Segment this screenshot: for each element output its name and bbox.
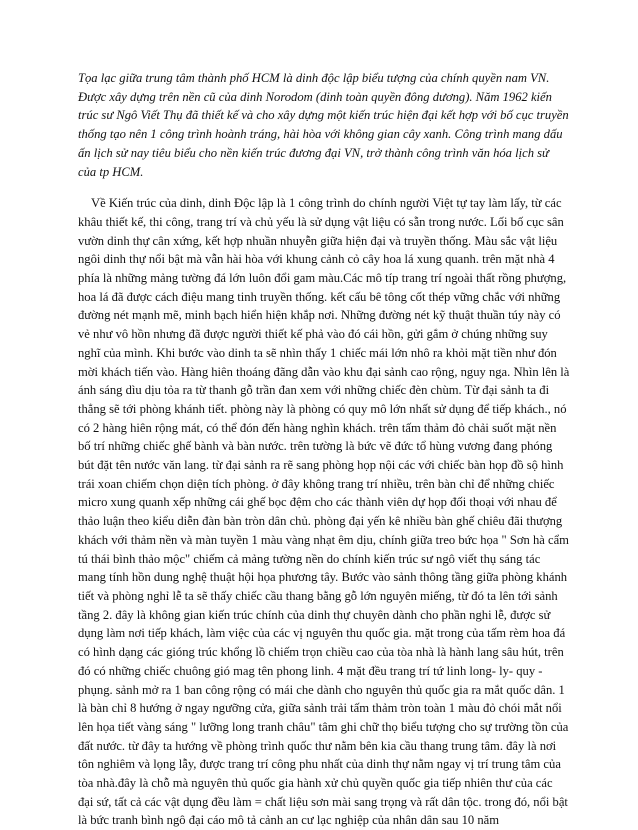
intro-paragraph: Tọa lạc giữa trung tâm thành phố HCM là dinh độc lập biểu tượng của chính quyền nam VN. Được xây dựng trên nền cũ của dinh Norodom (dinh toàn quyền đông dương). Năm 1962 kiến trúc sư Ngô Viết Thụ đã thiết kế và cho xây dựng một kiến trúc hiện đại kết hợp với bố cục truyền thống tạo nên 1 công trình hoành tráng, hài hòa với không gian cây xanh. Công trình mang dấu ấn lịch sử nay tiêu biểu cho nền kiến trúc đương đại VN, trở thành công trình văn hóa lịch sử của tp HCM. [78, 71, 569, 179]
body-paragraph: Về Kiến trúc của dinh, dinh Độc lập là 1 công trình do chính người Việt tự tay làm lấy, từ các khâu thiết kế, thi công, trang trí và chủ yếu là sử dụng vật liệu có sẵn trong nước. Lối bố cục sân vườn dinh thự cân xứng, kết hợp nhuần nhuyễn giữa hiện đại và truyền thống. Màu sắc vật liệu ngôi dinh thự nổi bật mà vẫn hài hòa với khung cảnh cỏ cây hoa lá xung quanh. trên mặt nhà 4 phía là những mảng tường đá lớn luôn đổi gam màu.Các mô típ trang trí ngoài thất rồng phượng, hoa lá đã được cách điệu mang tinh truyền thống. kết cấu bê tông cốt thép vững chắc với những đường nét mạnh mẽ, minh bạch hiển hiện khắp nơi. Những đường nét kỹ thuật thuần túy này có vẻ như vô hồn nhưng đã được người thiết kế phả vào đó cái hồn, gửi gắm ở chúng những suy nghĩ của mình. Khi bước vào dinh ta sẽ nhìn thấy 1 chiếc mái lớn nhô ra khỏi mặt tiền như đón mời khách tiến vào. Hàng hiên thoáng đãng dẫn vào khu đại sảnh cao rộng, nguy nga. Nhìn lên là ánh sáng dìu dịu tỏa ra từ thanh gỗ trần đan xem với những chiếc đèn chùm. Từ đại sảnh ta đi thẳng sẽ tới phòng khánh tiết. phòng này là phòng có quy mô lớn nhất sử dụng để tiếp khách., nó có 2 hàng hiên rộng mát, có thể đón đến hàng nghìn khách. trên tấm thảm đỏ chải suốt mặt nền bố trí những chiếc ghế bành và bàn nước. trên tường là bức vẽ đức tổ hùng vương đang phóng bút đặt tên nước văn lang. từ đại sảnh ra rẽ sang phòng họp nội các với chiếc bàn họp đồ sộ hình trái xoan chiếm chọn diện tích phòng. ở đây không trang trí nhiều, trên bàn chỉ để những chiếc micro xung quanh xếp những cái ghế bọc đệm cho các thành viên dự họp đối thoại với nhau để thảo luận theo kiểu diễn đàn bàn tròn dân chủ. phòng đại yến kê nhiều bàn ghế chiêu đãi thượng khách với thảm nền và màn tuyền 1 màu vàng nhạt êm dịu, chính giữa treo bức họa " Sơn hà cẩm tú thái bình thảo mộc" chiếm cả mảng tường nền do chính kiến trúc sư ngô viết thụ sáng tác mang tính hồn dung nghệ thuật hội họa phương tây. Bước vào sảnh thông tầng giữa phòng khánh tiết và phòng nghỉ lễ ta sẽ thấy chiếc cầu thang bằng gỗ lớn nguyên miếng, từ đó ta lên tới sảnh tầng 2. đây là không gian kiến trúc chính của dinh thự chuyên dành cho phần nghi lễ, được sử dụng làm nơi tiếp khách, làm việc của các vị nguyên thu quốc gia. mặt trong của tấm rèm hoa đá có hình dạng các gióng trúc khổng lồ chiếm trọn chiều cao của tòa nhà là hành lang sâu hút, trên đó có những chiếc chuông gió mag tên phong linh. 4 mặt đều trang trí tứ linh long- ly- quy - phụng. sảnh mở ra 1 ban công rộng có mái che dành cho nguyên thủ quốc gia ra mắt quốc dân. 1 là bàn chỉ 8 hướng ở ngay ngưỡng cửa, giữa sảnh trải tấm thảm tròn toàn 1 màu đỏ chói mắt nổi lên họa tiết vàng sáng " lưỡng long tranh châu" tâm ghi chữ thọ biểu tượng cho sự trường tồn của đất nước. từ đây ta hướng về phòng trình quốc thư nằm bên kia cầu thang trung tâm. đây là nơi tôn nghiêm và lọng lẫy, được trang trí công phu nhất của dinh thự nằm ngay vị trí trung tâm của tòa nhà.đây là chỗ mà nguyên thủ quốc gia hành xử chủ quyền quốc gia tiếp nhiên thư của các đại sứ, tất cả các vật dụng đều làm = chất liệu sơn mài sang trọng và rất dân tộc. trong đó, nổi bật là bức tranh bình ngô đại cáo mô tả cảnh an cư lạc nghiệp của nhân dân sau 10 năm [78, 196, 570, 828]
document-page [78, 69, 570, 830]
